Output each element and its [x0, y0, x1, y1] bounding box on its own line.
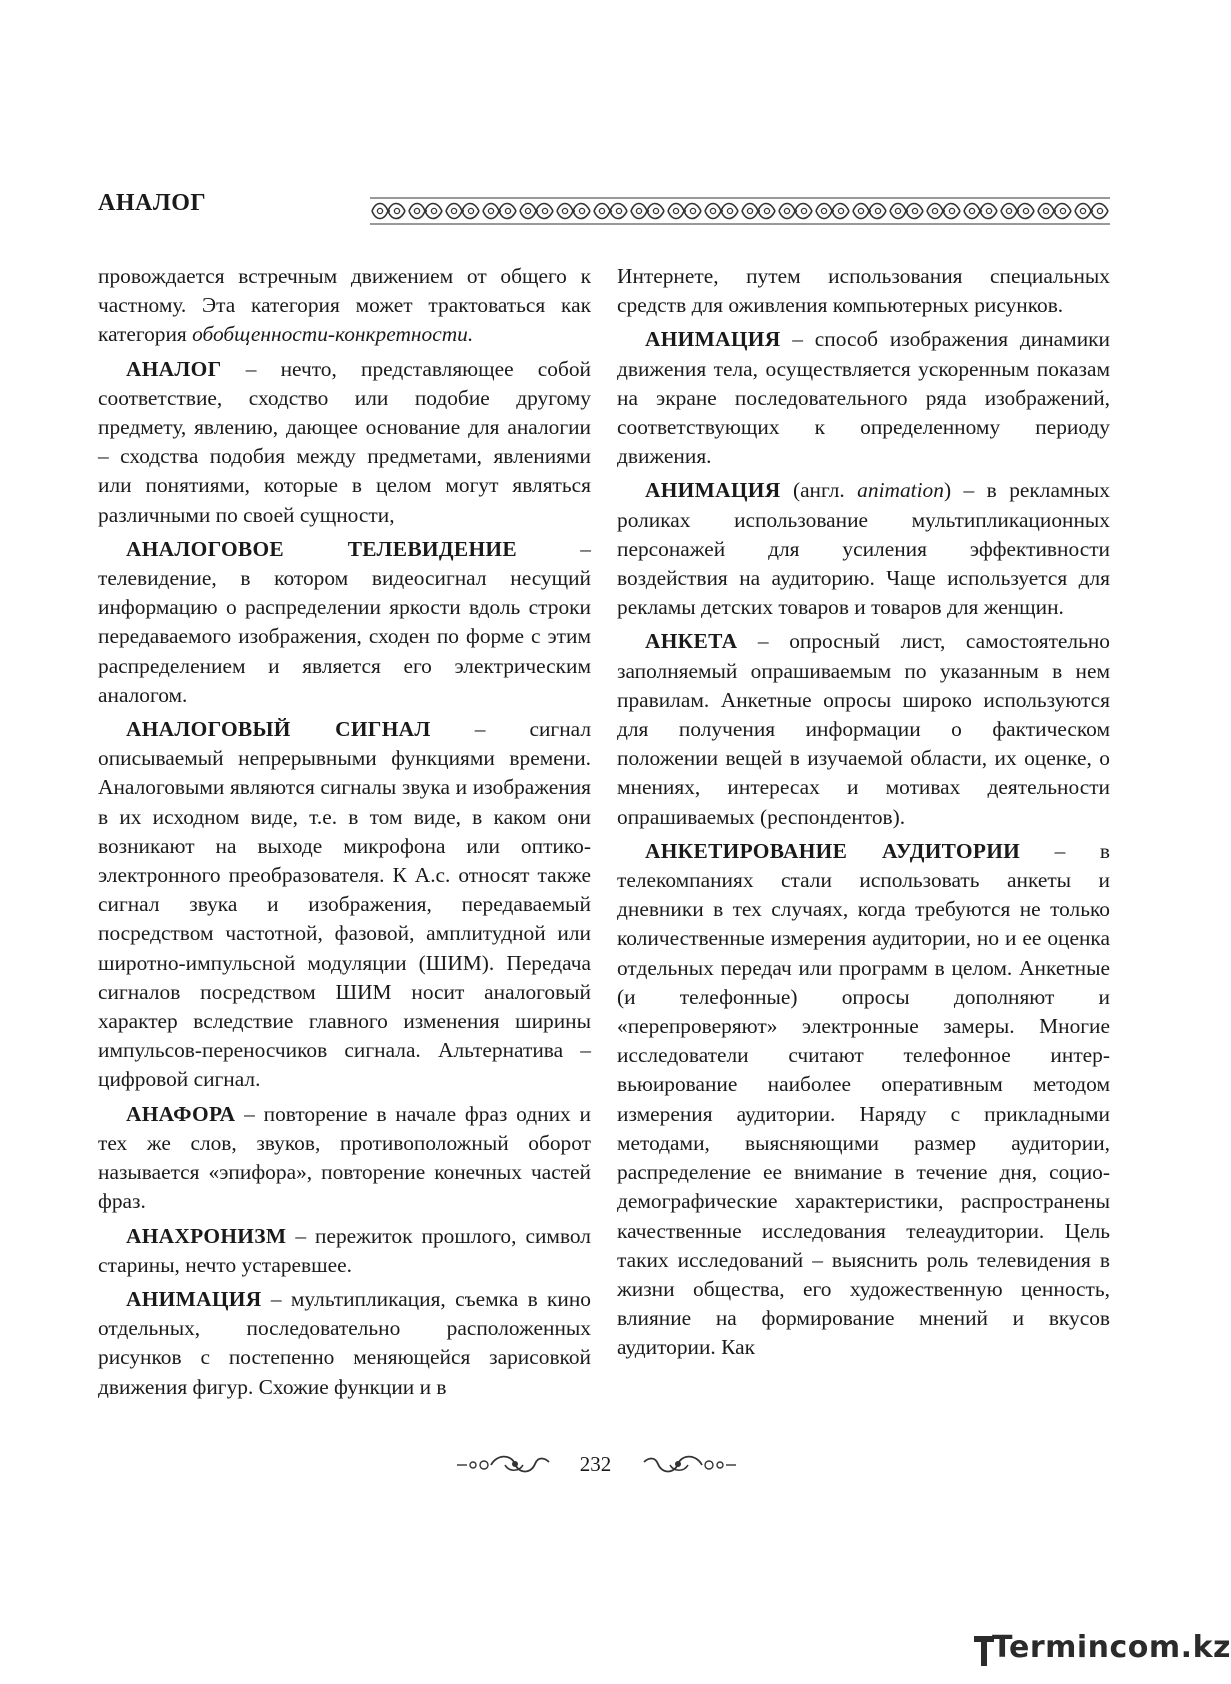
- entry-term: АНКЕТИРОВАНИЕ АУДИТОРИИ: [645, 838, 1021, 863]
- dictionary-entry: [98, 1100, 591, 1217]
- dictionary-entry: [98, 535, 591, 710]
- italic-term: animation: [857, 478, 944, 503]
- ornament-border: [370, 196, 1110, 226]
- dictionary-entry: АНИМАЦИЯ (англ. animation) – в рекламных роликах использование мультипликационных персонажей для усиления эффективности воздействия на аудиторию. Чаще используется для рекламы детских товаров и товаров для женщин.: [617, 478, 1110, 620]
- dictionary-entry: [617, 325, 1110, 471]
- entry-term: АНИМАЦИЯ: [645, 478, 781, 503]
- watermark-text: Termincom.kz: [992, 1630, 1231, 1665]
- entry-term: АНАЛОГ: [126, 356, 222, 381]
- entry-definition: – в телекомпаниях стали использовать анкеты и дневники в тех случаях, когда требуются не только количественные измерения аудитории, но и ее оценка отдельных передач или программ в целом. Анкетные (и телефонные) опросы дополняют и «перепроверяют» электронные замеры. Многие исследователи считают телефонное интер-вьюирование наиболее оперативным методом измерения аудитории. Наряду с прикладными методами, выясняющими размер аудитории, распределение ее внимание в течение дня, социо-демографические характеристики, распространены качественные исследования телеаудитории. Цель таких исследований – выяснить роль телевидения в жизни общества, его художественную ценность, влияние на формирование мнений и вкусов аудитории. Как: [617, 838, 1110, 1360]
- entry-term: АНАЛОГОВОЕ ТЕЛЕВИДЕНИЕ: [126, 536, 517, 561]
- paragraph-continuation: Интернете, путем использования специальных средств для оживления компьютерных рисунков.: [617, 264, 1110, 318]
- entry-term: АНАЛОГОВЫЙ СИГНАЛ: [126, 717, 431, 742]
- dictionary-entry: [98, 355, 591, 530]
- flourish-left-ornament: [453, 1450, 553, 1480]
- dictionary-entry: [98, 715, 591, 1095]
- entry-definition: – мультипликация, съемка в кино отдельных, последовательно расположенных рисунков с постепенно меняющейся зарисовкой движения фигур. Схожие функции и в: [98, 1286, 591, 1399]
- italic-term: обобщенности-конкретности.: [192, 322, 474, 347]
- entry-term: АНИМАЦИЯ: [645, 327, 781, 352]
- running-head-title: АНАЛОГ: [98, 190, 207, 216]
- entry-definition: ) – в рекламных роликах использование мультипликационных персонажей для усиления эффективности воздействия на аудиторию. Чаще используется для рекламы детских товаров и товаров для женщин.: [617, 478, 1110, 620]
- entry-definition: – опросный лист, самостоятельно заполняемый опрашиваемым по указанным в нем правилам. Анкетные опросы широко используются для получения информации о фактическом положении вещей в изучаемой области, их оценке, о мнениях, интересах и мотивах деятельности опрашиваемых (респондентов).: [617, 629, 1110, 829]
- dictionary-entry: [98, 1222, 591, 1280]
- page-number: 232: [579, 1452, 612, 1476]
- paragraph-continuation: провождается встречным движением от общего к частному. Эта категория может трактоваться как категория обобщенности-конкретности.: [98, 264, 591, 347]
- entry-term: АНАФОРА: [126, 1101, 236, 1126]
- flourish-right-ornament: [640, 1450, 740, 1480]
- entry-term: АНКЕТА: [645, 629, 738, 654]
- dictionary-entry: [617, 627, 1110, 831]
- entry-definition: – телевидение, в котором видеосигнал несущий информацию о распределении яркости вдоль строки передаваемого изображения, сходен по форме с этим распределением и является его электрическим аналогом.: [98, 536, 592, 707]
- entry-term: АНАХРОНИЗМ: [126, 1223, 287, 1248]
- dictionary-entry: [98, 1285, 591, 1402]
- entry-definition: – повторение в начале фраз одних и тех же слов, звуков, противоположный оборот называется «эпифора», повторение конечных частей фраз.: [98, 1101, 591, 1214]
- entry-definition: – сигнал описываемый непрерывными функциями времени. Аналоговыми являются сигналы звука и изображения в их исходном виде, т.е. в том виде, в каком они возникают на выходе микрофона или оптико-электронного преобразователя. К А.с. относят также сигнал звука и изображения, передаваемый посредством частотной, фазовой, амплитудной или широтно-импульсной модуляции (ШИМ). Передача сигналов посредством ШИМ носит аналоговый характер вследствие главного изменения ширины импульсов-переносчиков сигнала. Альтернатива – цифровой сигнал.: [98, 717, 591, 1092]
- right-column: [617, 262, 1110, 1363]
- left-column: [98, 262, 591, 1402]
- dictionary-entry: [617, 837, 1110, 1363]
- entry-term: АНИМАЦИЯ: [126, 1286, 262, 1311]
- entry-definition: – способ изображения динамики движения тела, осуществляется ускоренным показам на экране последовательного ряда изображений, соответствующих к определенному периоду движения.: [617, 327, 1110, 469]
- entry-definition: – пережиток прошлого, символ старины, нечто устаревшее.: [98, 1223, 591, 1277]
- entry-definition: – нечто, представляющее собой соответствие, сходство или подобие другому предмету, явлению, дающее основание для аналогии – сходства подобия между предметами, явлениями или понятиями, которые в целом могут являться различными по своей сущности,: [98, 356, 591, 527]
